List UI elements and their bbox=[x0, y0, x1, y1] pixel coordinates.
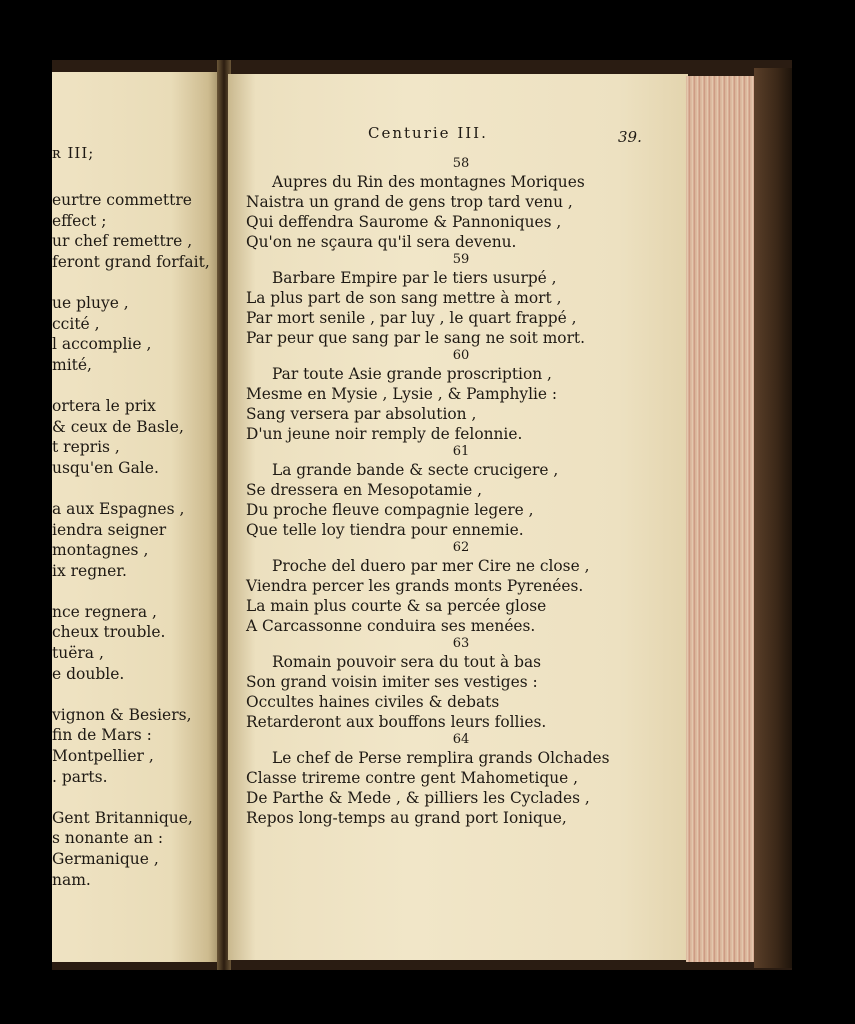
verse-line: Romain pouvoir sera du tout à bas bbox=[272, 653, 542, 671]
page-fore-edge bbox=[686, 76, 756, 962]
left-page-line: mité, bbox=[52, 355, 92, 374]
verse-line: Le chef de Perse remplira grands Olchades bbox=[272, 749, 610, 767]
quatrain bbox=[246, 348, 676, 444]
verse-line: Classe trireme contre gent Mahometique , bbox=[246, 769, 579, 787]
verse-line: Qu'on ne sçaura qu'il sera devenu. bbox=[246, 233, 517, 251]
left-page-line: & ceux de Basle, bbox=[52, 417, 184, 436]
verse-line: Par mort senile , par luy , le quart frappé , bbox=[246, 309, 577, 327]
verse-line: Sang versera par absolution , bbox=[246, 405, 477, 423]
verse-line: Occultes haines civiles & debats bbox=[246, 693, 500, 711]
left-page-line: effect ; bbox=[52, 211, 107, 230]
book-cover-edge bbox=[754, 68, 792, 968]
verse-line: Qui deffendra Saurome & Pannoniques , bbox=[246, 213, 562, 231]
left-page-line: Gent Britannique, bbox=[52, 808, 193, 827]
verse-line: Son grand voisin imiter ses vestiges : bbox=[246, 673, 538, 691]
left-page-line: e double. bbox=[52, 664, 125, 683]
left-page-line: nce regnera , bbox=[52, 602, 157, 621]
left-page-line bbox=[52, 272, 210, 293]
verse-line: D'un jeune noir remply de felonnie. bbox=[246, 425, 523, 443]
quatrain bbox=[246, 540, 676, 636]
left-page-line: . parts. bbox=[52, 767, 108, 786]
verse-line: Proche del duero par mer Cire ne close , bbox=[272, 557, 590, 575]
left-page-line: ix regner. bbox=[52, 561, 127, 580]
verse-line: Barbare Empire par le tiers usurpé , bbox=[272, 269, 557, 287]
quatrain bbox=[246, 252, 676, 348]
left-page-line: eurtre commettre bbox=[52, 191, 192, 209]
left-page-line bbox=[52, 787, 210, 808]
left-page-line: ur chef remettre , bbox=[52, 232, 193, 251]
quatrain bbox=[246, 636, 676, 732]
left-page-line: tuëra , bbox=[52, 644, 104, 663]
quatrain-number: 62 bbox=[452, 540, 470, 555]
left-page-line: Montpellier , bbox=[52, 747, 154, 766]
left-page-line: ue pluye , bbox=[52, 293, 129, 312]
quatrain-number: 64 bbox=[452, 732, 470, 747]
left-page-line: t repris , bbox=[52, 438, 120, 457]
quatrain-number: 61 bbox=[452, 444, 470, 459]
verse-line: Naistra un grand de gens trop tard venu , bbox=[246, 193, 573, 211]
quatrain-list bbox=[246, 156, 676, 828]
quatrain-number: 58 bbox=[452, 156, 470, 171]
left-page-line bbox=[52, 581, 210, 602]
quatrain bbox=[246, 444, 676, 540]
left-page bbox=[52, 72, 222, 962]
left-page-line: ortera le prix bbox=[52, 396, 156, 415]
open-book bbox=[52, 60, 792, 970]
left-page-line bbox=[52, 375, 210, 396]
verse-line: Repos long-temps au grand port Ionique, bbox=[246, 809, 567, 827]
quatrain-number: 60 bbox=[452, 348, 470, 363]
verse-line: Retarderont aux bouffons leurs follies. bbox=[246, 713, 547, 731]
left-page-line: nam. bbox=[52, 870, 91, 889]
verse-line: Que telle loy tiendra pour ennemie. bbox=[246, 521, 524, 539]
page-number: 39. bbox=[618, 128, 642, 146]
left-page-line: cheux trouble. bbox=[52, 623, 166, 642]
right-page bbox=[228, 74, 688, 960]
left-page-line: feront grand forfait, bbox=[52, 252, 210, 271]
verse-line: Par peur que sang par le sang ne soit mort. bbox=[246, 329, 586, 347]
left-page-line: usqu'en Gale. bbox=[52, 458, 159, 477]
verse-line: Se dressera en Mesopotamie , bbox=[246, 481, 483, 499]
left-page-line bbox=[52, 684, 210, 705]
verse-line: Aupres du Rin des montagnes Moriques bbox=[272, 173, 585, 191]
left-page-line: montagnes , bbox=[52, 541, 149, 560]
verse-line: Du proche fleuve compagnie legere , bbox=[246, 501, 534, 519]
left-page-line bbox=[52, 478, 210, 499]
quatrain bbox=[246, 732, 676, 828]
left-page-line: iendra seigner bbox=[52, 520, 167, 539]
left-page-line: l accomplie , bbox=[52, 335, 152, 354]
verse-line: A Carcassonne conduira ses menées. bbox=[246, 617, 536, 635]
verse-line: La grande bande & secte crucigere , bbox=[272, 461, 559, 479]
left-page-line: ccité , bbox=[52, 314, 100, 333]
left-page-text bbox=[52, 190, 210, 890]
quatrain-number: 59 bbox=[452, 252, 470, 267]
left-page-line: fin de Mars : bbox=[52, 726, 152, 745]
verse-line: Viendra percer les grands monts Pyrenées. bbox=[246, 577, 584, 595]
verse-line: Mesme en Mysie , Lysie , & Pamphylie : bbox=[246, 385, 558, 403]
verse-line: Par toute Asie grande proscription , bbox=[272, 365, 552, 383]
left-page-line: a aux Espagnes , bbox=[52, 499, 185, 518]
left-page-line: Germanique , bbox=[52, 850, 159, 868]
verse-line: De Parthe & Mede , & pilliers les Cyclades , bbox=[246, 789, 590, 807]
verse-line: La plus part de son sang mettre à mort , bbox=[246, 289, 562, 307]
left-page-line: vignon & Besiers, bbox=[52, 705, 192, 724]
quatrain bbox=[246, 156, 676, 252]
left-page-line: s nonante an : bbox=[52, 829, 164, 848]
running-head: Centurie III. bbox=[368, 124, 488, 142]
left-running-head: ʀ III; bbox=[52, 144, 95, 162]
quatrain-number: 63 bbox=[452, 636, 470, 651]
verse-line: La main plus courte & sa percée glose bbox=[246, 597, 547, 615]
